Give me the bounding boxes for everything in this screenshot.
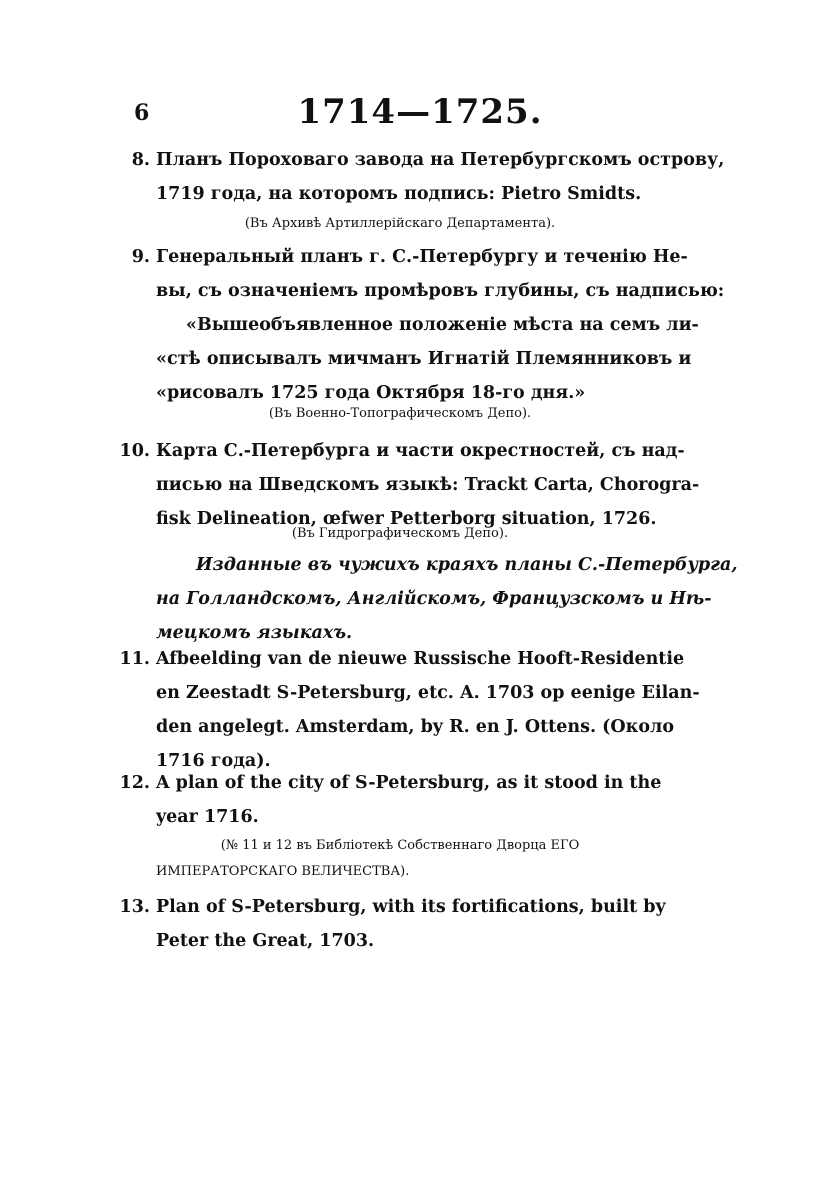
item-text xyxy=(156,642,700,778)
list-item xyxy=(100,890,700,958)
item-number: 8. xyxy=(131,150,150,170)
page-number: 6 xyxy=(134,100,150,126)
item-text xyxy=(156,766,700,834)
heading-line: на Голландскомъ, Англійскомъ, Французскомъ и Нѣ- xyxy=(156,589,712,609)
list-item xyxy=(100,642,700,778)
list-item xyxy=(100,434,700,536)
item-text xyxy=(156,434,700,536)
item-line: Peter the Great, 1703. xyxy=(156,931,375,951)
item-line: «рисовалъ 1725 года Октября 18-го дня.» xyxy=(156,383,586,403)
item-line: писью на Шведскомъ языкѣ: Trackt Carta, Chorogra- xyxy=(156,475,700,495)
list-item xyxy=(100,143,725,211)
source-note: (Въ Гидрографическомъ Депо). xyxy=(291,526,509,541)
item-line: den angelegt. Amsterdam, by R. en J. Ottens. (Около xyxy=(156,717,675,737)
item-text xyxy=(156,240,725,410)
item-line: en Zeestadt S-Petersburg, etc. A. 1703 op eenige Eilan- xyxy=(156,683,700,703)
list-item xyxy=(100,240,725,410)
item-line: year 1716. xyxy=(156,807,259,827)
foreign-plans-heading xyxy=(156,548,738,650)
source-note: (Въ Военно-Топографическомъ Депо). xyxy=(268,406,532,421)
item-line: Afbeelding van de nieuwe Russische Hooft-Residentie xyxy=(156,649,685,669)
item-number: 9. xyxy=(131,247,150,267)
heading-line: Изданные въ чужихъ краяхъ планы С.-Петербурга, xyxy=(196,555,738,575)
item-line: 1716 года). xyxy=(156,751,271,771)
item-number: 12. xyxy=(119,773,150,793)
item-line: Plan of S-Petersburg, with its fortifications, built by xyxy=(156,897,666,917)
heading-line: мецкомъ языкахъ. xyxy=(156,623,353,643)
item-line: fisk Delineation, œfwer Petterborg situation, 1726. xyxy=(156,509,657,529)
page-header: 1714—1725. xyxy=(297,92,543,132)
list-item xyxy=(100,766,700,834)
item-number: 10. xyxy=(119,441,150,461)
source-note: (№ 11 и 12 въ Библіотекѣ Собственнаго Дворца ЕГО xyxy=(220,838,580,853)
source-note: (Въ Архивѣ Артиллерійскаго Департамента). xyxy=(244,216,556,231)
item-line: Карта С.-Петербурга и части окрестностей, съ над- xyxy=(156,441,685,461)
item-line: «Вышеобъявленное положеніе мѣста на семъ ли- xyxy=(186,315,699,335)
source-note: ИМПЕРАТОРСКАГО ВЕЛИЧЕСТВА). xyxy=(156,864,410,879)
item-text xyxy=(156,143,725,211)
item-line: Планъ Пороховаго завода на Петербургскомъ острову, xyxy=(156,150,725,170)
item-number: 13. xyxy=(119,897,150,917)
item-line: Генеральный планъ г. С.-Петербургу и теченію Не- xyxy=(156,247,688,267)
item-number: 11. xyxy=(119,649,150,669)
item-line: «стѣ описывалъ мичманъ Игнатій Племянниковъ и xyxy=(156,349,692,369)
item-line: 1719 года, на которомъ подпись: Pietro Smidts. xyxy=(156,184,642,204)
item-text xyxy=(156,890,700,958)
item-line: A plan of the city of S-Petersburg, as it stood in the xyxy=(156,773,662,793)
item-line: вы, съ означеніемъ промѣровъ глубины, съ надписью: xyxy=(156,281,725,301)
